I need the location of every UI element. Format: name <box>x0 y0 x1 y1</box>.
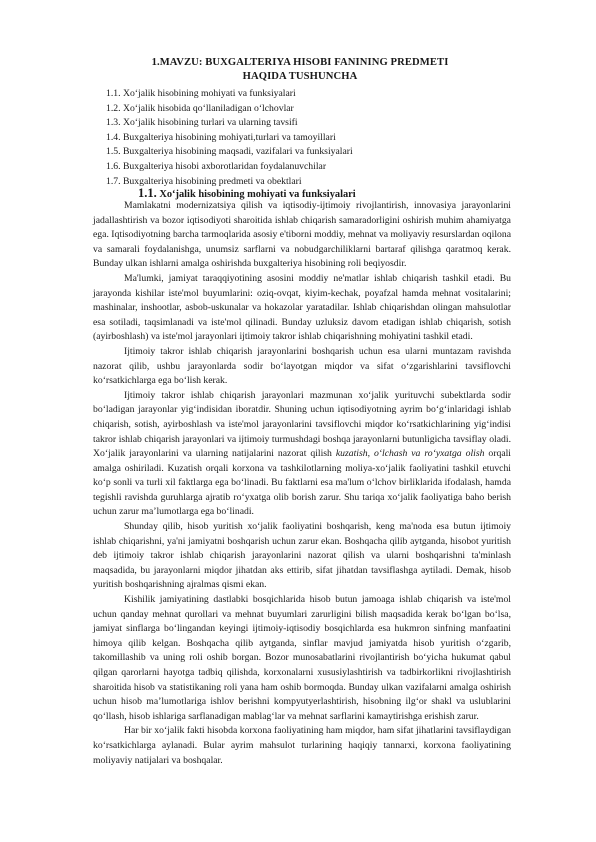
body-text <box>93 199 511 768</box>
table-of-contents <box>106 87 353 189</box>
toc-item: 1.4. Buxgalteriya hisobining mohiyati,turlari va tamoyillari <box>106 131 336 143</box>
section-number: 1.1. <box>138 186 157 200</box>
paragraph-with-emphasis: Ijtimoiy takror ishlab chiqarish jarayonlari mazmunan xo‘jalik yurituvchi subektlarda sodir bo‘ladigan jarayonlar yig‘indisidan iboratdir. Shuning uchun iqtisodiyotning ayrim bo‘g‘inlaridagi ishlab chiqarish, sotish, ayirboshlash va iste'mol jarayonlarini tavsiflovchi miqdor ko‘rsatkichlarining yig‘indisi takror ishlab chiqarish jarayonlari va ijtimoiy turmushdagi boshqa jarayonlarni butunligicha tavsiflay oladi. Xo‘jalik jarayonlarini va ularning natijalarini nazorat qilish kuzatish, o‘lchash va ro‘yxatga olish orqali amalga oshiriladi. Kuzatish orqali korxona va tashkilotlarning moliya-xo‘jalik faoliyatini tashkil etuvchi ko‘p sonli va turli xil faktlarga ega bo‘linadi. Bu faktlarni esa ma'lum o‘lchov birliklarida ifodalash, hamda tegishli ravishda guruhlarga ajratib ro‘yxatga olib borish zarur. Shu tariqa xo‘jalik faoliyatiga baho berish uchun zarur ma’lumotlarga ega bo‘linadi. <box>93 389 511 518</box>
toc-item: 1.2. Xo‘jalik hisobida qo‘llaniladigan o‘lchovlar <box>106 102 294 114</box>
emphasized-phrase: kuzatish, o‘lchash va ro‘yxatga olish <box>335 448 485 460</box>
section-title: Xo‘jalik hisobining mohiyati va funksiyalari <box>159 189 356 200</box>
page-title <box>100 56 500 84</box>
paragraph: Har bir xo‘jalik fakti hisobda korxona faoliyatining ham miqdor, ham sifat jihatlarini tavsiflaydigan ko‘rsatkichlarga aylanadi. Bular ayrim mahsulot turlarining haqiqiy tannarxi, korxona faoliyatining moliyaviy natijalari va boshqalar. <box>93 725 511 766</box>
toc-item: 1.1. Xo‘jalik hisobining mohiyati va funksiyalari <box>106 88 296 99</box>
paragraph: Kishilik jamiyatining dastlabki bosqichlarida hisob butun jamoaga ishlab chiqarish va iste'mol uchun qanday mehnat qurollari va mehnat buyumlari zarurligini bilish maqsadida kerak bo‘lgan bo‘lsa, jamiyat sinflarga bo‘lingandan keyingi ijtimoiy-iqtisodiy bosqichlarda esa hukmron sinfning manfaatini himoya qilib kelgan. Boshqacha qilib aytganda, sinflar mavjud jamiyatda hisob yuritish o‘zgarib, takomillashib va uning roli oshib borgan. Bozor munosabatlarini rivojlantirish bo‘yicha hukumat qabul qilgan qarorlarni hayotga tadbiq qilishda, korxonalarni xususiylashtirish va tadbirkorlikni rivojlashtirish sharoitida hisob va statistikaning roli yana ham oshib bormoqda. Bunday ulkan vazifalarni amalga oshirish uchun hisob ma’lumotlariga ishlov berishni kompyutyerlashtirish, hisobning ilg‘or shakl va uslublarini qo‘llash, hisob ishlariga sarflanadigan mablag‘lar va mehnat sarflarini kamaytirishga erishish zarur. <box>93 594 511 722</box>
paragraph: Mamlakatni modernizatsiya qilish va iqtisodiy-ijtimoiy rivojlantirish, innovasiya jarayonlarini jadallashtirish va bozor iqtisodiyoti sharoitida ishlab chiqarish samaradorligini oshirish muhim ahamiyatga ega. Iqtisodiyotning barcha tarmoqlarida asosiy e'tiborni moddiy, mehnat va moliyaviy resurslardan oqilona va samarali foydalanishga, unumsiz sarflarni va nobudgarchiliklarni bartaraf qilishga qaratmoq kerak. Bunday ulkan ishlarni amalga oshirishda buxgalteriya hisobining roli beqiyosdir. <box>93 200 511 270</box>
toc-item: 1.7. Buxgalteriya hisobining predmeti va obektlari <box>106 175 302 187</box>
toc-item: 1.3. Xo‘jalik hisobining turlari va ularning tavsifi <box>106 117 298 129</box>
toc-item: 1.6. Buxgalteriya hisobi axborotlaridan foydalanuvchilar <box>106 160 327 172</box>
title-line-1: 1.MAVZU: BUXGALTERIYA HISOBI FANINING PREDMETI <box>151 57 449 68</box>
paragraph: Ma'lumki, jamiyat taraqqiyotining asosini moddiy ne'matlar ishlab chiqarish tashkil etadi. Bu jarayonda kishilar iste'mol buyumlarini: oziq-ovqat, kiyim-kechak, poyafzal hamda mehnat vositalarini; mashinalar, inshootlar, asbob-uskunalar va hokazolar yaratadilar. Ishlab chiqarishdan olingan mahsulotlar esa sotiladi, taqsimlanadi va iste'mol qilinadi. Bunday uzluksiz davom etadigan ishlab chiqarish, sotish (ayirboshlash) va iste'mol jarayonlari ijtimoiy takror ishlab chiqarishning mohiyatini tashkil etadi. <box>93 272 511 343</box>
title-line-2: HAQIDA TUSHUNCHA <box>242 71 358 82</box>
paragraph: Ijtimoiy takror ishlab chiqarish jarayonlarini boshqarish uchun esa ularni muntazam ravishda nazorat qilib, ushbu jarayonlarda sodir bo‘layotgan miqdor va sifat o‘zgarishlarini tavsiflovchi ko‘rsatkichlarga ega bo‘lish kerak. <box>93 345 511 387</box>
paragraph: Shunday qilib, hisob yuritish xo‘jalik faoliyatini boshqarish, keng ma'noda esa butun ijtimoiy ishlab chiqarishni, ya'ni jamiyatni boshqarish uchun zarur ekan. Boshqacha qilib aytganda, hisobot yuritish deb ijtimoiy takror ishlab chiqarish jarayonlarini nazorat qilish va ularni boshqarishni ta'minlash maqsadida, bu jarayonlarni miqdor jihatdan aks ettirib, sifat jihatdan tavsiflashga aytiladi. Demak, hisob yuritish boshqarishning ajralmas qismi ekan. <box>93 521 511 591</box>
toc-item: 1.5. Buxgalteriya hisobining maqsadi, vazifalari va funksiyalari <box>106 146 353 158</box>
